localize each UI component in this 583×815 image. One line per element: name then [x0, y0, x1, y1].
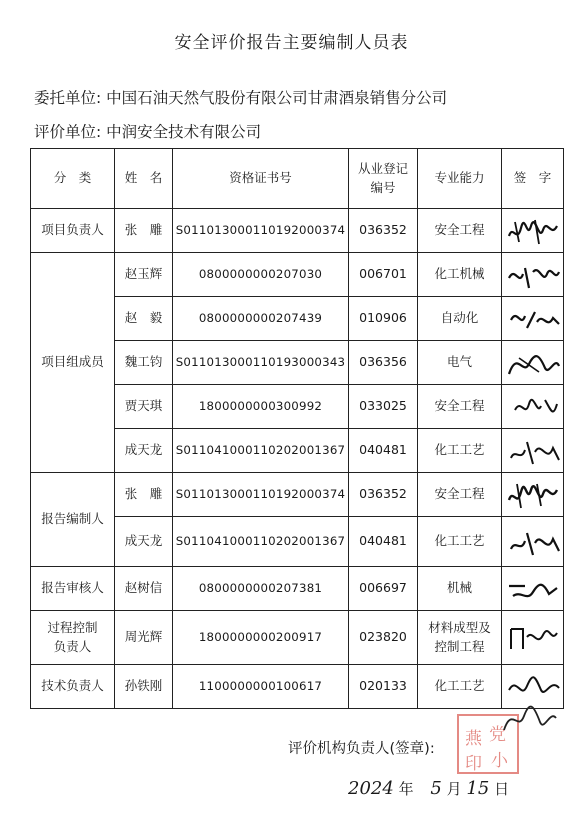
- signature-cell: [502, 297, 564, 341]
- date-month-unit: 月: [446, 780, 462, 798]
- ability-cell: 化工机械: [418, 253, 502, 297]
- reg-cell: 040481: [349, 517, 418, 567]
- handwritten-signature: [505, 302, 561, 336]
- handwritten-signature: [505, 478, 561, 512]
- table-row: [31, 209, 564, 253]
- reg-cell: 010906: [349, 297, 418, 341]
- cert-cell: S011041000110202001367: [173, 429, 349, 473]
- evaluator-line: [34, 120, 261, 142]
- name-cell: 张 雕: [115, 209, 173, 253]
- table-row: [31, 567, 564, 611]
- cert-cell: 1100000000100617: [173, 665, 349, 709]
- seal-char: 党: [489, 725, 506, 745]
- reg-cell: 036352: [349, 473, 418, 517]
- seal-char: 小: [491, 751, 508, 771]
- reg-cell: 036352: [349, 209, 418, 253]
- reg-cell: 006697: [349, 567, 418, 611]
- signature-cell: [502, 209, 564, 253]
- name-cell: 贾天琪: [115, 385, 173, 429]
- handwritten-signature: [505, 670, 561, 704]
- category-cell: 报告编制人: [31, 473, 115, 567]
- handwritten-signature: [505, 621, 561, 655]
- cert-cell: 1800000000200917: [173, 611, 349, 665]
- cert-cell: 0800000000207439: [173, 297, 349, 341]
- ability-cell: 自动化: [418, 297, 502, 341]
- signature-cell: [502, 517, 564, 567]
- date-line: [348, 778, 509, 799]
- header-cert: 资格证书号: [173, 149, 349, 209]
- cert-cell: S011041000110202001367: [173, 517, 349, 567]
- name-cell: 赵 毅: [115, 297, 173, 341]
- signature-cell: [502, 473, 564, 517]
- signature-cell: [502, 385, 564, 429]
- ability-cell: 安全工程: [418, 209, 502, 253]
- category-cell: 项目组成员: [31, 253, 115, 473]
- table-row: [31, 611, 564, 665]
- handwritten-signature: [505, 525, 561, 559]
- handwritten-signature: [505, 434, 561, 468]
- handwritten-signature: [505, 572, 561, 606]
- signature-cell: [502, 611, 564, 665]
- ability-cell: 化工工艺: [418, 429, 502, 473]
- cert-cell: 0800000000207381: [173, 567, 349, 611]
- category-cell: 报告审核人: [31, 567, 115, 611]
- signature-cell: [502, 253, 564, 297]
- reg-cell: 040481: [349, 429, 418, 473]
- reg-cell: 033025: [349, 385, 418, 429]
- category-cell: 项目负责人: [31, 209, 115, 253]
- ability-cell: 电气: [418, 341, 502, 385]
- date-year-unit: 年: [398, 780, 414, 798]
- name-cell: 张 雕: [115, 473, 173, 517]
- table-row: [31, 473, 564, 517]
- table-row: [31, 665, 564, 709]
- date-day: 15: [466, 778, 490, 799]
- name-cell: 周光辉: [115, 611, 173, 665]
- ability-cell: 机械: [418, 567, 502, 611]
- ability-cell: 化工工艺: [418, 517, 502, 567]
- ability-cell: 安全工程: [418, 473, 502, 517]
- handwritten-signature: [505, 346, 561, 380]
- client-line: [34, 86, 447, 108]
- category-cell: 技术负责人: [31, 665, 115, 709]
- ability-cell: 化工工艺: [418, 665, 502, 709]
- signature-cell: [502, 341, 564, 385]
- name-cell: 赵玉辉: [115, 253, 173, 297]
- date-month: 5: [430, 778, 442, 799]
- handwritten-signature: [498, 700, 558, 740]
- handwritten-signature: [505, 390, 561, 424]
- client-label: 委托单位:: [34, 89, 102, 107]
- table-row: [31, 253, 564, 297]
- cert-cell: 1800000000300992: [173, 385, 349, 429]
- date-year: 2024: [348, 778, 394, 799]
- category-cell: 过程控制 负责人: [31, 611, 115, 665]
- reg-cell: 020133: [349, 665, 418, 709]
- ability-cell: 安全工程: [418, 385, 502, 429]
- cert-cell: S011013000110192000374: [173, 473, 349, 517]
- seal-char: 燕: [465, 729, 482, 749]
- name-cell: 成天龙: [115, 517, 173, 567]
- name-cell: 孙铁刚: [115, 665, 173, 709]
- cert-cell: S011013000110193000343: [173, 341, 349, 385]
- seal-char: 印: [465, 754, 482, 774]
- cert-cell: S011013000110192000374: [173, 209, 349, 253]
- evaluator-value: 中润安全技术有限公司: [106, 123, 262, 141]
- date-day-unit: 日: [494, 780, 510, 798]
- client-value: 中国石油天然气股份有限公司甘肃酒泉销售分公司: [106, 89, 448, 107]
- signature-cell: [502, 567, 564, 611]
- institution-head-signature-label: 评价机构负责人(签章):: [288, 741, 435, 757]
- header-row: [31, 149, 564, 209]
- name-cell: 赵树信: [115, 567, 173, 611]
- handwritten-signature: [505, 214, 561, 248]
- header-sign: 签 字: [502, 149, 564, 209]
- reg-cell: 006701: [349, 253, 418, 297]
- header-ability: 专业能力: [418, 149, 502, 209]
- handwritten-signature: [505, 258, 561, 292]
- name-cell: 魏工钧: [115, 341, 173, 385]
- header-name: 姓 名: [115, 149, 173, 209]
- page-title: 安全评价报告主要编制人员表: [174, 33, 409, 53]
- cert-cell: 0800000000207030: [173, 253, 349, 297]
- header-category: 分 类: [31, 149, 115, 209]
- personnel-table: [30, 148, 564, 709]
- header-reg: 从业登记 编号: [349, 149, 418, 209]
- ability-cell: 材料成型及 控制工程: [418, 611, 502, 665]
- name-cell: 成天龙: [115, 429, 173, 473]
- signature-cell: [502, 429, 564, 473]
- reg-cell: 036356: [349, 341, 418, 385]
- reg-cell: 023820: [349, 611, 418, 665]
- evaluator-label: 评价单位:: [34, 123, 102, 141]
